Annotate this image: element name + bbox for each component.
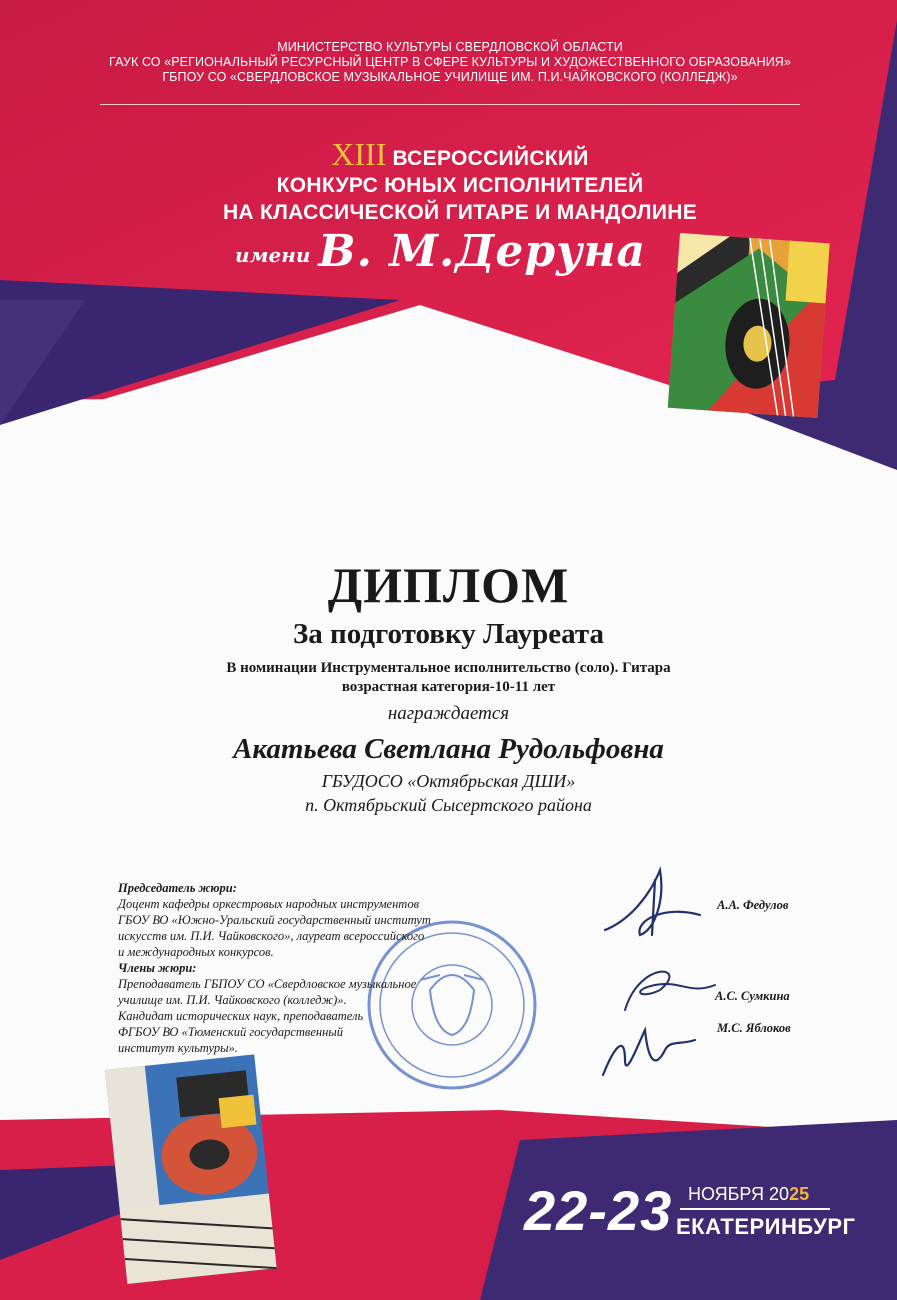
awarded-label: награждается <box>387 703 510 724</box>
nomination <box>0 659 897 697</box>
nomination-line-2: возрастная категория-10-11 лет <box>341 679 556 695</box>
org-line-2: п. Октябрьский Сысертского района <box>305 795 592 815</box>
named-name: В. М.Деруна <box>318 226 647 277</box>
jury-member2-line-2: ФГБОУ ВО «Тюменский государственный <box>118 1025 343 1039</box>
diploma-subtitle: За подготовку Лауреата <box>293 618 604 650</box>
event-year-prefix: 20 <box>769 1184 790 1204</box>
jury-members-heading: Члены жюри: <box>118 961 197 975</box>
contest-line-2: КОНКУРС ЮНЫХ ИСПОЛНИТЕЛЕЙ <box>276 174 644 197</box>
recipient-name: Акатьева Светлана Рудольфовна <box>233 733 664 765</box>
contest-numeral: XIII <box>331 136 387 172</box>
jury-chair-line-2: ГБОУ ВО «Южно-Уральский государственный институт <box>118 913 431 927</box>
nomination-line-1: В номинации Инструментальное исполнительство (соло). Гитара <box>226 660 671 676</box>
diploma-title: ДИПЛОМ <box>327 557 570 613</box>
contest-line-1: ВСЕРОССИЙСКИЙ <box>392 147 589 170</box>
header-line-2: ГАУК СО «РЕГИОНАЛЬНЫЙ РЕСУРСНЫЙ ЦЕНТР В СФЕРЕ КУЛЬТУРЫ И ХУДОЖЕСТВЕННОГО ОБРАЗОВАНИЯ» <box>109 55 791 69</box>
event-dates: 22-23 <box>524 1179 673 1242</box>
recipient-organization <box>0 769 897 817</box>
header-line-3: ГБПОУ СО «СВЕРДЛОВСКОЕ МУЗЫКАЛЬНОЕ УЧИЛИЩЕ ИМ. П.И.ЧАЙКОВСКОГО (КОЛЛЕДЖ)» <box>162 70 738 84</box>
event-city: ЕКАТЕРИНБУРГ <box>676 1214 856 1239</box>
jury-member1-line-2: училище им. П.И. Чайковского (колледж)». <box>118 993 347 1007</box>
signatory-2-name: А.С. Сумкина <box>715 989 790 1003</box>
contest-line-3: НА КЛАССИЧЕСКОЙ ГИТАРЕ И МАНДОЛИНЕ <box>222 201 698 224</box>
named-prefix: имени <box>235 243 311 267</box>
jury-chair-line-1: Доцент кафедры оркестровых народных инструментов <box>118 897 420 911</box>
jury-member2-line-3: институт культуры». <box>118 1041 238 1055</box>
event-month: НОЯБРЯ <box>688 1184 765 1204</box>
header-line-1: МИНИСТЕРСТВО КУЛЬТУРЫ СВЕРДЛОВСКОЙ ОБЛАСТИ <box>277 40 623 54</box>
guitar-artwork <box>668 233 830 418</box>
contest-title <box>190 136 730 226</box>
jury-chair-line-3: искусств им. П.И. Чайковского», лауреат всероссийского <box>118 929 425 943</box>
jury-member2-line-1: Кандидат исторических наук, преподаватель <box>118 1009 364 1023</box>
organizers-header <box>90 40 810 85</box>
event-divider <box>680 1208 830 1210</box>
header-divider <box>100 104 800 105</box>
signatory-3-name: М.С. Яблоков <box>717 1021 791 1035</box>
contest-named-after <box>235 226 646 277</box>
event-year-highlight: 25 <box>789 1184 810 1204</box>
signatory-1-name: А.А. Федулов <box>717 898 789 912</box>
mandolin-artwork <box>105 1054 277 1284</box>
jury-block <box>118 880 538 1056</box>
jury-chair-line-4: и международных конкурсов. <box>118 945 274 959</box>
org-line-1: ГБУДОСО «Октябрьская ДШИ» <box>321 771 576 791</box>
jury-member1-line-1: Преподаватель ГБПОУ СО «Свердловское музыкальное <box>118 977 417 991</box>
event-month-year <box>688 1184 809 1205</box>
jury-chair-heading: Председатель жюри: <box>118 881 237 895</box>
